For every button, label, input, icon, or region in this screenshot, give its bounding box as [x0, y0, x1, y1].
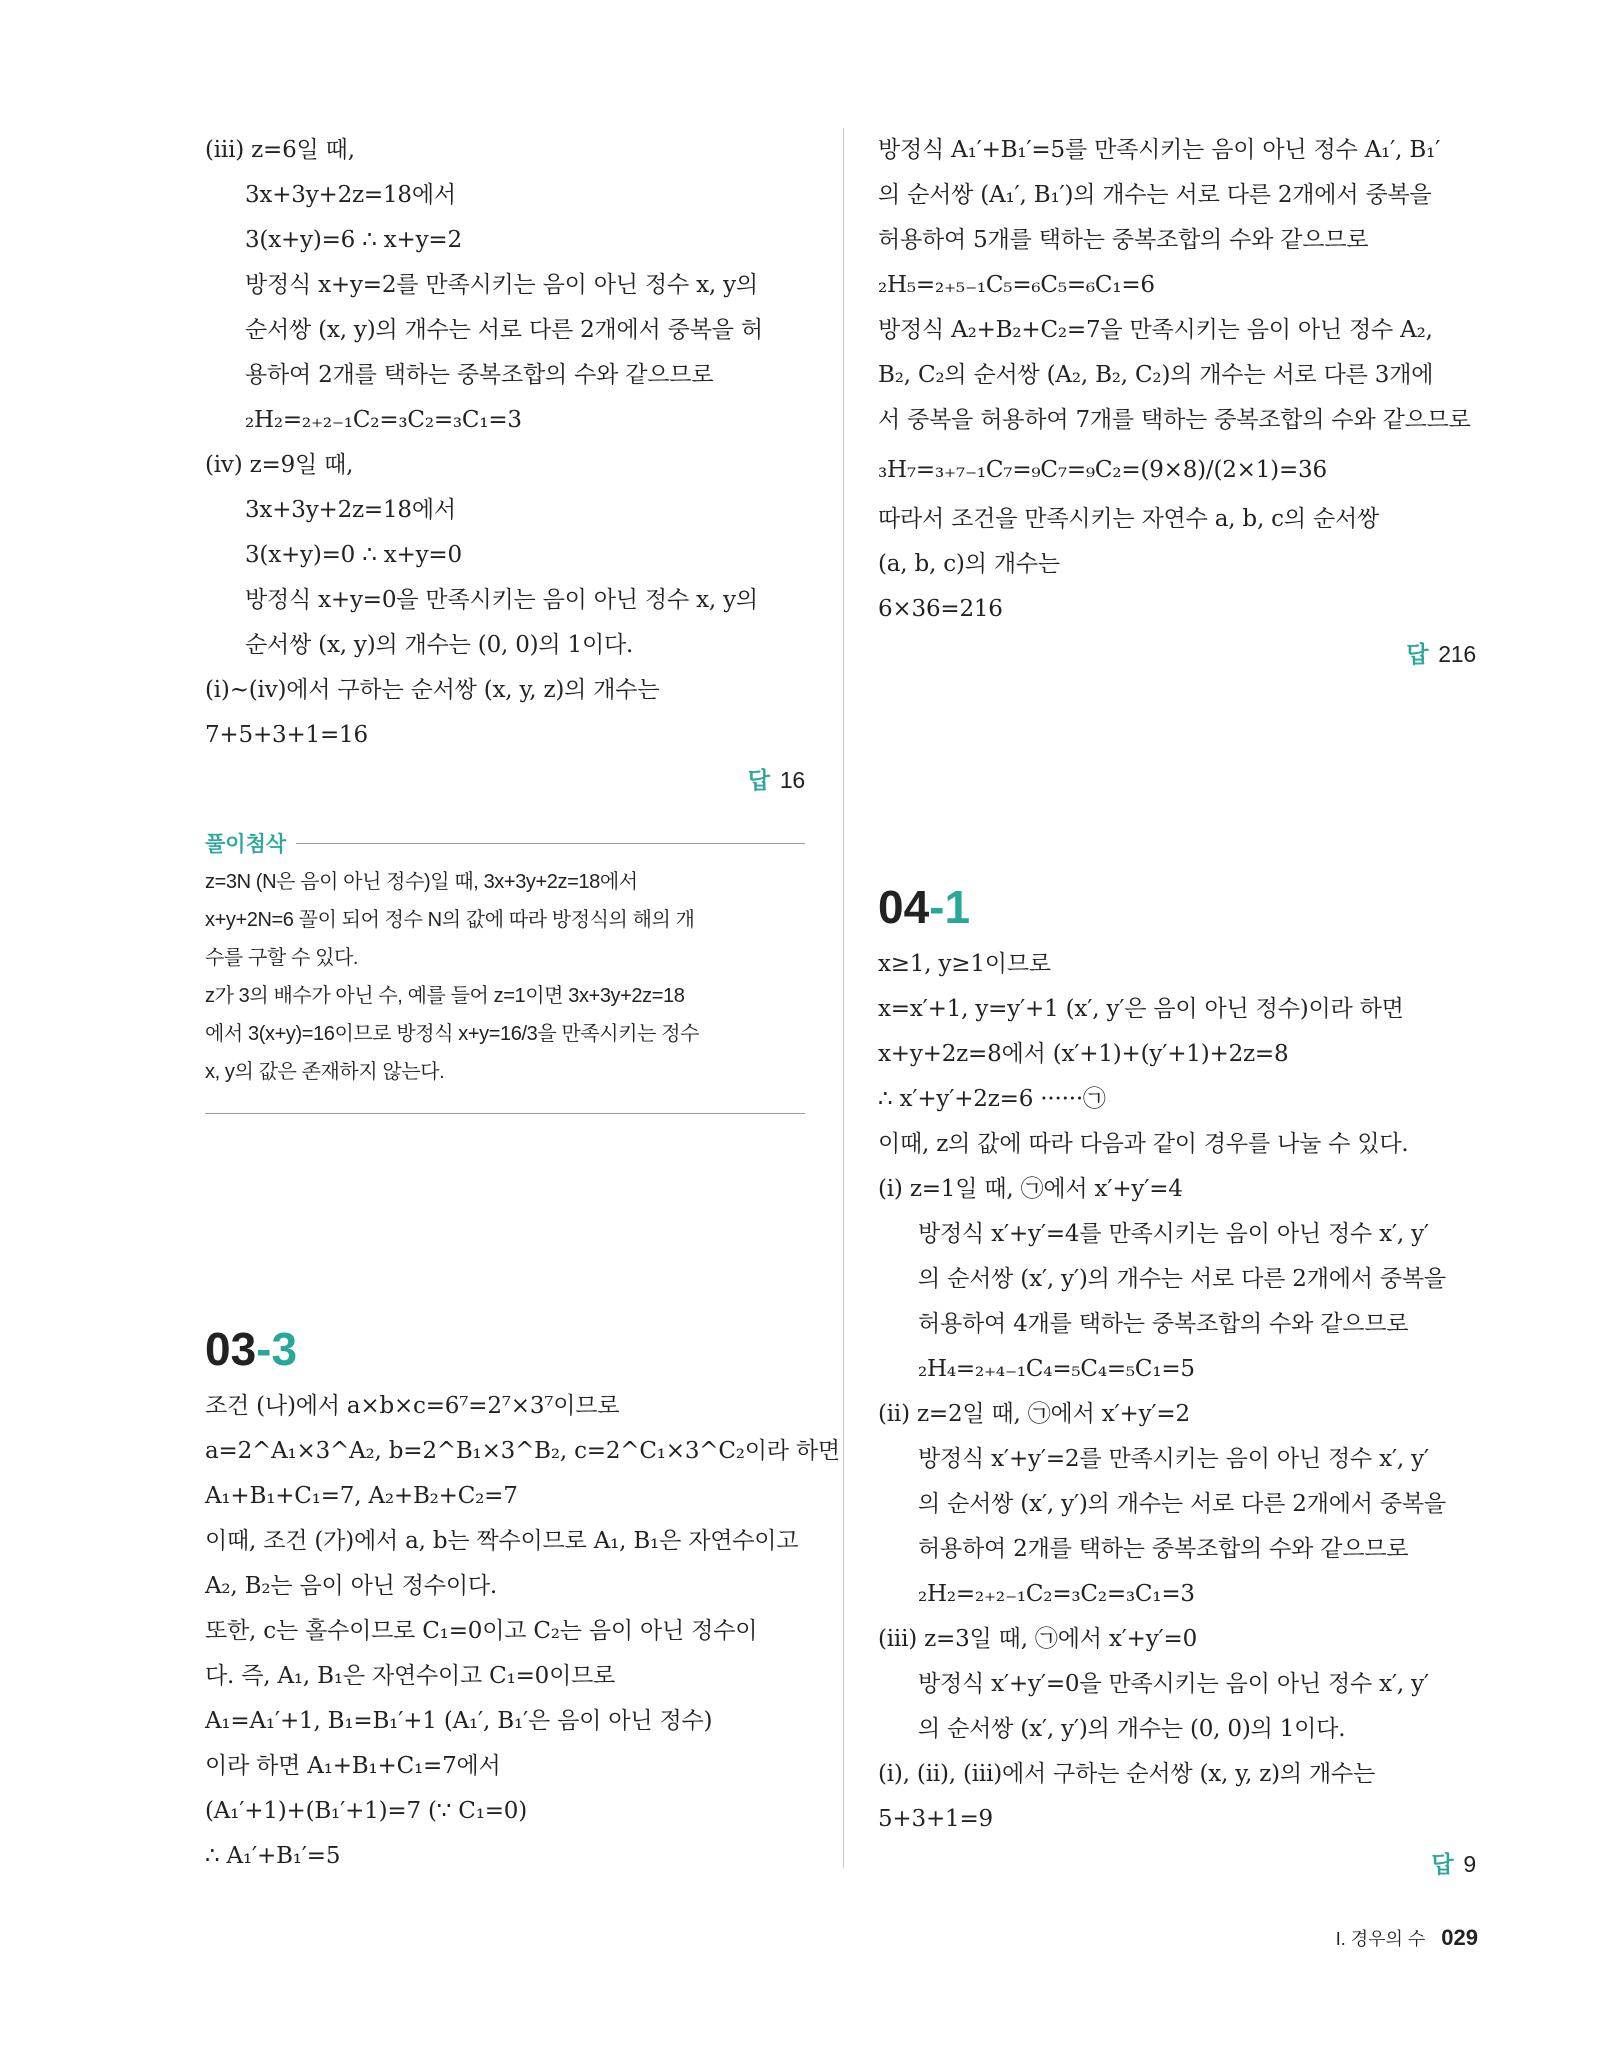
- solution-line: 허용하여 5개를 택하는 중복조합의 수와 같으므로: [878, 227, 1369, 253]
- tip-line: 수를 구할 수 있다.: [205, 947, 359, 969]
- formula-line: ₂H₅=₂₊₅₋₁C₅=₆C₅=₆C₁=6: [878, 272, 1155, 298]
- text-line: 방정식 x′+y′=0을 만족시키는 음이 아닌 정수 x′, y′: [918, 1671, 1429, 1697]
- text-line: 3(x+y)=6 ∴ x+y=2: [245, 227, 462, 253]
- problem-number: [878, 872, 1476, 942]
- case-iii-block: [205, 128, 805, 443]
- problem-section: 03: [205, 1323, 257, 1375]
- tip-title: 풀이첨삭: [205, 833, 287, 856]
- solution-line: 의 순서쌍 (A₁′, B₁′)의 개수는 서로 다른 2개에서 중복을: [878, 182, 1432, 208]
- page-number: 029: [1441, 1925, 1478, 1950]
- answer-value: 9: [1463, 1851, 1476, 1877]
- text-line: 3(x+y)=0 ∴ x+y=0: [245, 542, 462, 568]
- conclusion-line: (i), (ii), (iii)에서 구하는 순서쌍 (x, y, z)의 개수는: [878, 1761, 1376, 1787]
- case-heading: (iii) z=3일 때, ㉠에서 x′+y′=0: [878, 1626, 1198, 1652]
- answer-label: 답: [1406, 641, 1429, 667]
- solution-line: A₁=A₁′+1, B₁=B₁′+1 (A₁′, B₁′은 음이 아닌 정수): [205, 1708, 713, 1734]
- solution-line: 서 중복을 허용하여 7개를 택하는 중복조합의 수와 같으므로: [878, 407, 1471, 433]
- text-line: 순서쌍 (x, y)의 개수는 (0, 0)의 1이다.: [245, 632, 634, 658]
- text-line: 의 순서쌍 (x′, y′)의 개수는 (0, 0)의 1이다.: [918, 1716, 1346, 1742]
- intro-line: x≥1, y≥1이므로: [878, 951, 1051, 977]
- page-footer: [1336, 1925, 1478, 1951]
- solution-line: ∴ A₁′+B₁′=5: [205, 1843, 341, 1869]
- problem-sub: 1: [944, 881, 971, 933]
- solution-line: A₁+B₁+C₁=7, A₂+B₂+C₂=7: [205, 1483, 518, 1509]
- conclusion-line: 5+3+1=9: [878, 1806, 993, 1832]
- text-line: 방정식 x′+y′=2를 만족시키는 음이 아닌 정수 x′, y′: [918, 1446, 1429, 1472]
- conclusion-line: 7+5+3+1=16: [205, 722, 368, 748]
- case-iv-block: [205, 443, 805, 668]
- text-line: 용하여 2개를 택하는 중복조합의 수와 같으므로: [245, 362, 714, 388]
- problem-number: [205, 1314, 805, 1384]
- formula-line: ₃H₇=₃₊₇₋₁C₇=₉C₇=₉C₂=(9×8)/(2×1)=36: [878, 457, 1327, 483]
- tip-line: 에서 3(x+y)=16이므로 방정식 x+y=16/3을 만족시키는 정수: [205, 1023, 700, 1045]
- text-line: 의 순서쌍 (x′, y′)의 개수는 서로 다른 2개에서 중복을: [918, 1266, 1446, 1292]
- solution-tip-box: [205, 823, 805, 1114]
- left-column: [205, 128, 840, 1879]
- intro-line: ∴ x′+y′+2z=6 ······㉠: [878, 1086, 1106, 1112]
- solution-line: 또한, c는 홀수이므로 C₁=0이고 C₂는 음이 아닌 정수이: [205, 1618, 758, 1644]
- chapter-label: I. 경우의 수: [1335, 1929, 1426, 1949]
- case-heading: (i) z=1일 때, ㉠에서 x′+y′=4: [878, 1176, 1183, 1202]
- text-line: 의 순서쌍 (x′, y′)의 개수는 서로 다른 2개에서 중복을: [918, 1491, 1446, 1517]
- solution-line: 방정식 A₂+B₂+C₂=7을 만족시키는 음이 아닌 정수 A₂,: [878, 317, 1433, 343]
- solution-line: 이라 하면 A₁+B₁+C₁=7에서: [205, 1753, 501, 1779]
- tip-line: z=3N (N은 음이 아닌 정수)일 때, 3x+3y+2z=18에서: [205, 871, 638, 893]
- conclusion-line: (i)~(iv)에서 구하는 순서쌍 (x, y, z)의 개수는: [205, 677, 660, 703]
- solution-line: 따라서 조건을 만족시키는 자연수 a, b, c의 순서쌍: [878, 506, 1380, 532]
- case-heading: (ii) z=2일 때, ㉠에서 x′+y′=2: [878, 1401, 1190, 1427]
- answer-line: [878, 632, 1476, 677]
- answer-line: [205, 758, 805, 803]
- tip-line: x+y+2N=6 꼴이 되어 정수 N의 값에 따라 방정식의 해의 개: [205, 909, 695, 931]
- answer-label: 답: [1431, 1851, 1454, 1877]
- formula-line: ₂H₂=₂₊₂₋₁C₂=₃C₂=₃C₁=3: [245, 407, 522, 433]
- column-divider: [843, 128, 844, 1868]
- answer-value: 16: [779, 767, 805, 793]
- text-line: 허용하여 2개를 택하는 중복조합의 수와 같으므로: [918, 1536, 1409, 1562]
- tip-line: z가 3의 배수가 아닌 수, 예를 들어 z=1이면 3x+3y+2z=18: [205, 985, 685, 1007]
- formula-line: ₂H₂=₂₊₂₋₁C₂=₃C₂=₃C₁=3: [918, 1581, 1195, 1607]
- tip-line: x, y의 값은 존재하지 않는다.: [205, 1061, 445, 1083]
- intro-line: x+y+2z=8에서 (x′+1)+(y′+1)+2z=8: [878, 1041, 1289, 1067]
- solution-line: B₂, C₂의 순서쌍 (A₂, B₂, C₂)의 개수는 서로 다른 3개에: [878, 362, 1434, 388]
- answer-line: [878, 1842, 1476, 1887]
- text-line: 방정식 x+y=0을 만족시키는 음이 아닌 정수 x, y의: [245, 587, 758, 613]
- solution-line: A₂, B₂는 음이 아닌 정수이다.: [205, 1573, 497, 1599]
- solution-line: (a, b, c)의 개수는: [878, 551, 1060, 577]
- text-line: 3x+3y+2z=18에서: [245, 497, 456, 523]
- problem-section: 04: [878, 881, 930, 933]
- text-line: 방정식 x′+y′=4를 만족시키는 음이 아닌 정수 x′, y′: [918, 1221, 1429, 1247]
- solution-line: a=2^A₁×3^A₂, b=2^B₁×3^B₂, c=2^C₁×3^C₂이라 하면: [205, 1438, 840, 1464]
- solution-line: 방정식 A₁′+B₁′=5를 만족시키는 음이 아닌 정수 A₁′, B₁′: [878, 137, 1441, 163]
- tip-header: [205, 823, 805, 863]
- intro-line: 이때, z의 값에 따라 다음과 같이 경우를 나눌 수 있다.: [878, 1131, 1409, 1157]
- right-column: [878, 128, 1476, 1887]
- formula-line: ₂H₄=₂₊₄₋₁C₄=₅C₄=₅C₁=5: [918, 1356, 1195, 1382]
- problem-dash: -: [929, 881, 945, 933]
- answer-label: 답: [747, 767, 770, 793]
- solution-line: 이때, 조건 (가)에서 a, b는 짝수이므로 A₁, B₁은 자연수이고: [205, 1528, 799, 1554]
- solution-line: 조건 (나)에서 a×b×c=6⁷=2⁷×3⁷이므로: [205, 1393, 620, 1419]
- tip-rule: [296, 843, 805, 844]
- text-line: 3x+3y+2z=18에서: [245, 182, 456, 208]
- case-heading: (iii) z=6일 때,: [205, 137, 355, 163]
- problem-sub: 3: [271, 1323, 298, 1375]
- solution-line: 6×36=216: [878, 596, 1003, 622]
- text-line: 방정식 x+y=2를 만족시키는 음이 아닌 정수 x, y의: [245, 272, 758, 298]
- text-line: 순서쌍 (x, y)의 개수는 서로 다른 2개에서 중복을 허: [245, 317, 763, 343]
- text-line: 허용하여 4개를 택하는 중복조합의 수와 같으므로: [918, 1311, 1409, 1337]
- problem-dash: -: [256, 1323, 272, 1375]
- answer-value: 216: [1438, 641, 1476, 667]
- solution-line: 다. 즉, A₁, B₁은 자연수이고 C₁=0이므로: [205, 1663, 616, 1689]
- intro-line: x=x′+1, y=y′+1 (x′, y′은 음이 아닌 정수)이라 하면: [878, 996, 1404, 1022]
- tip-bottom-rule: [205, 1113, 805, 1114]
- case-heading: (iv) z=9일 때,: [205, 452, 354, 478]
- solution-line: (A₁′+1)+(B₁′+1)=7 (∵ C₁=0): [205, 1798, 527, 1824]
